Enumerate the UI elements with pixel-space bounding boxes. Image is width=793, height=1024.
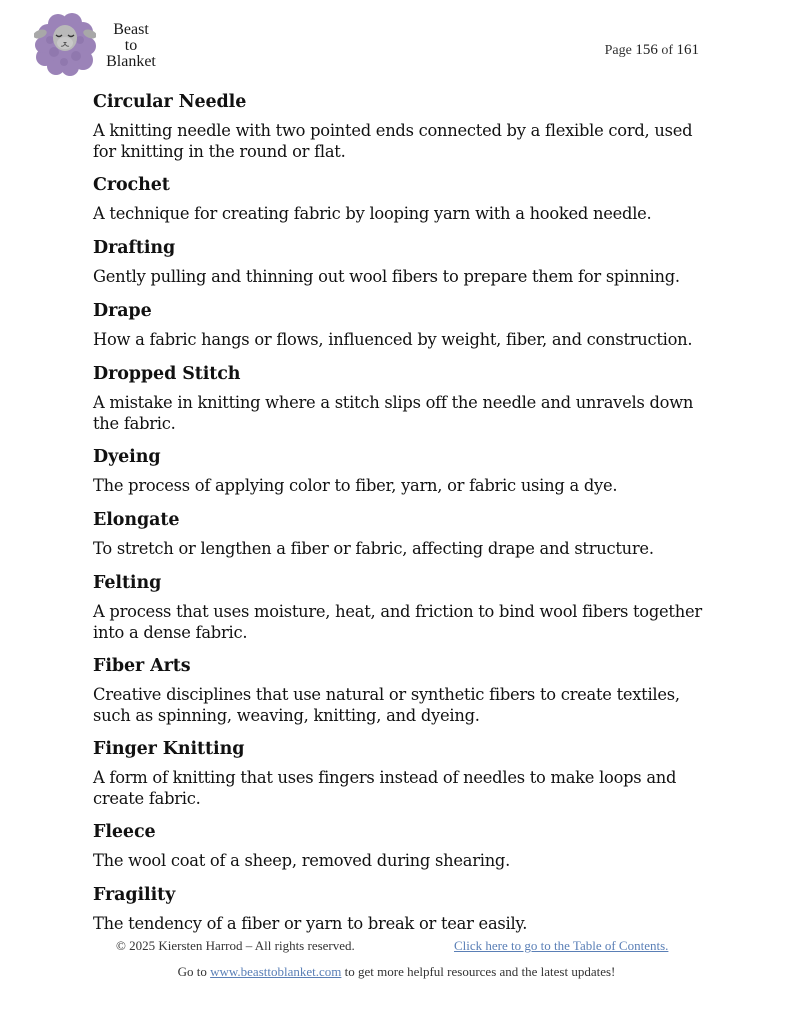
glossary-term: Fiber Arts: [93, 656, 191, 676]
glossary-list: [93, 90, 703, 946]
glossary-definition: The tendency of a fiber or yarn to break or tear easily.: [93, 914, 528, 933]
table-of-contents-link[interactable]: Click here to go to the Table of Contents.: [454, 938, 669, 953]
glossary-term: Dyeing: [93, 447, 161, 467]
website-link[interactable]: www.beasttoblanket.com: [210, 964, 342, 979]
goto-suffix: to get more helpful resources and the latest updates!: [344, 964, 616, 979]
glossary-definition: The process of applying color to fiber, yarn, or fabric using a dye.: [93, 476, 618, 495]
goto-prefix: Go to: [177, 964, 207, 979]
glossary-entry: [93, 820, 703, 872]
logo-line-3: Blanket: [106, 53, 156, 70]
glossary-term: Crochet: [93, 175, 170, 195]
sheep-logo-icon: [34, 12, 96, 76]
glossary-term: Drape: [93, 301, 152, 321]
glossary-definition: How a fabric hangs or flows, influenced by weight, fiber, and construction.: [93, 330, 693, 349]
glossary-entry: [93, 883, 703, 935]
website-promo: [0, 964, 793, 980]
page-of-label: of: [661, 43, 673, 58]
glossary-entry: [93, 362, 703, 434]
page-indicator: [605, 42, 699, 59]
glossary-term: Elongate: [93, 510, 180, 530]
glossary-term: Fleece: [93, 822, 156, 842]
glossary-term: Felting: [93, 573, 162, 593]
glossary-definition: The wool coat of a sheep, removed during shearing.: [93, 851, 511, 870]
copyright-notice: © 2025 Kiersten Harrod – All rights reserved.: [116, 938, 355, 953]
glossary-entry: [93, 90, 703, 162]
glossary-entry: [93, 571, 703, 643]
brand-logo: [34, 12, 164, 78]
page-header: [0, 0, 793, 90]
glossary-term: Circular Needle: [93, 92, 247, 112]
glossary-entry: [93, 508, 703, 560]
glossary-definition: A knitting needle with two pointed ends connected by a flexible cord, used for knitting in the round or flat.: [93, 121, 693, 161]
glossary-definition: A form of knitting that uses fingers instead of needles to make loops and create fabric.: [93, 768, 677, 808]
glossary-definition: To stretch or lengthen a fiber or fabric, affecting drape and structure.: [93, 539, 654, 558]
glossary-entry: [93, 173, 703, 225]
glossary-definition: A process that uses moisture, heat, and friction to bind wool fibers together into a dense fabric.: [93, 602, 702, 642]
logo-line-2: to: [124, 37, 138, 54]
glossary-definition: Gently pulling and thinning out wool fibers to prepare them for spinning.: [93, 267, 680, 286]
glossary-entry: [93, 299, 703, 351]
page-label: Page: [604, 43, 632, 58]
glossary-entry: [93, 737, 703, 809]
logo-wordmark: [96, 22, 166, 70]
glossary-entry: [93, 654, 703, 726]
glossary-definition: A mistake in knitting where a stitch slips off the needle and unravels down the fabric.: [93, 393, 694, 433]
logo-line-1: Beast: [113, 21, 149, 38]
glossary-entry: [93, 445, 703, 497]
glossary-term: Fragility: [93, 885, 176, 905]
glossary-definition: Creative disciplines that use natural or synthetic fibers to create textiles, such as spinning, weaving, knitting, and dyeing.: [93, 685, 680, 725]
glossary-term: Finger Knitting: [93, 739, 245, 759]
glossary-definition: A technique for creating fabric by looping yarn with a hooked needle.: [93, 204, 652, 223]
page-total: 161: [676, 42, 699, 58]
glossary-entry: [93, 236, 703, 288]
glossary-term: Dropped Stitch: [93, 364, 241, 384]
page-current: 156: [635, 42, 658, 58]
glossary-term: Drafting: [93, 238, 176, 258]
